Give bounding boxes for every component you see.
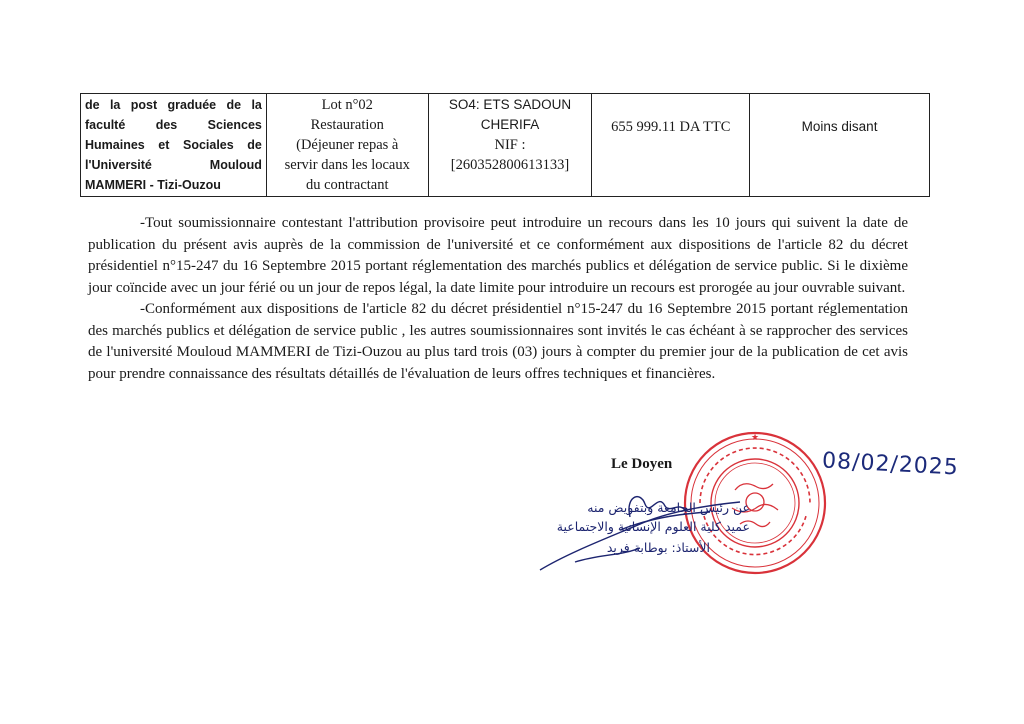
lot-line: Restauration (310, 117, 384, 133)
amount-cell: 655 999.11 DA TTC (592, 94, 750, 197)
table-row (81, 94, 930, 197)
lot-line: du contractant (305, 177, 389, 193)
company-cell (428, 94, 592, 197)
nif-value: [260352800613133] (450, 157, 570, 173)
lot-line: Lot n°02 (321, 97, 373, 113)
lot-line: servir dans les locaux (284, 157, 410, 173)
institution-line: MAMMERI - Tizi-Ouzou (85, 178, 221, 192)
signatory-title: Le Doyen (611, 456, 673, 472)
nif-label: NIF : (494, 137, 526, 153)
svg-text:★: ★ (750, 433, 760, 443)
signature-line: الأستاذ: بوطابة فريد (606, 540, 710, 555)
company-name: SO4: ETS SADOUN (448, 97, 572, 112)
lot-cell (266, 94, 428, 197)
institution-line: de la post graduée de la (85, 98, 262, 112)
award-table (80, 93, 930, 197)
criterion-cell: Moins disant (750, 94, 930, 197)
recourse-paragraph: -Tout soumissionnaire contestant l'attribution provisoire peut introduire un recours dans les 10 jours qui suivent la date de publication du présent avis auprès de la commission de l'université et ce conformément aux dispositions de l'article 82 du décret présidentiel n°15-247 du 16 Septembre 2015 portant réglementation des marchés publics et délégation de service public. Si le dixième jour coïncide avec un jour férié ou un jour de repos légal, la date limite pour introduire un recours est prorogée au jour ouvrable suivant. (88, 215, 908, 296)
signature-block (480, 482, 750, 582)
institution-line: l'Université Mouloud (85, 158, 262, 172)
lot-line: (Déjeuner repas à (296, 137, 399, 153)
handwritten-date: 08/02/2025 (821, 448, 960, 481)
signature-line: عن رئيس الجامعة وبتفويض منه (587, 500, 750, 515)
institution-line: Humaines et Sociales de (85, 138, 262, 152)
institution-line: faculté des Sciences (85, 118, 262, 132)
signature-line: عميد كلية العلوم الإنسانية والاجتماعية (556, 519, 750, 534)
notice-body (88, 213, 908, 385)
company-name-line2: CHERIFA (480, 117, 540, 132)
consultation-paragraph: -Conformément aux dispositions de l'article 82 du décret présidentiel n°15-247 du 16 Septembre 2015 portant réglementation des marchés publics et délégation de service public , les autres soumissionnaires sont invités le cas échéant à se rapprocher des services de l'université Mouloud MAMMERI de Tizi-Ouzou au plus tard trois (03) jours à compter du premier jour de la publication de cet avis pour prendre connaissance des résultats détaillés de l'évaluation de leurs offres techniques et financières. (88, 301, 908, 382)
institution-cell (81, 94, 267, 197)
